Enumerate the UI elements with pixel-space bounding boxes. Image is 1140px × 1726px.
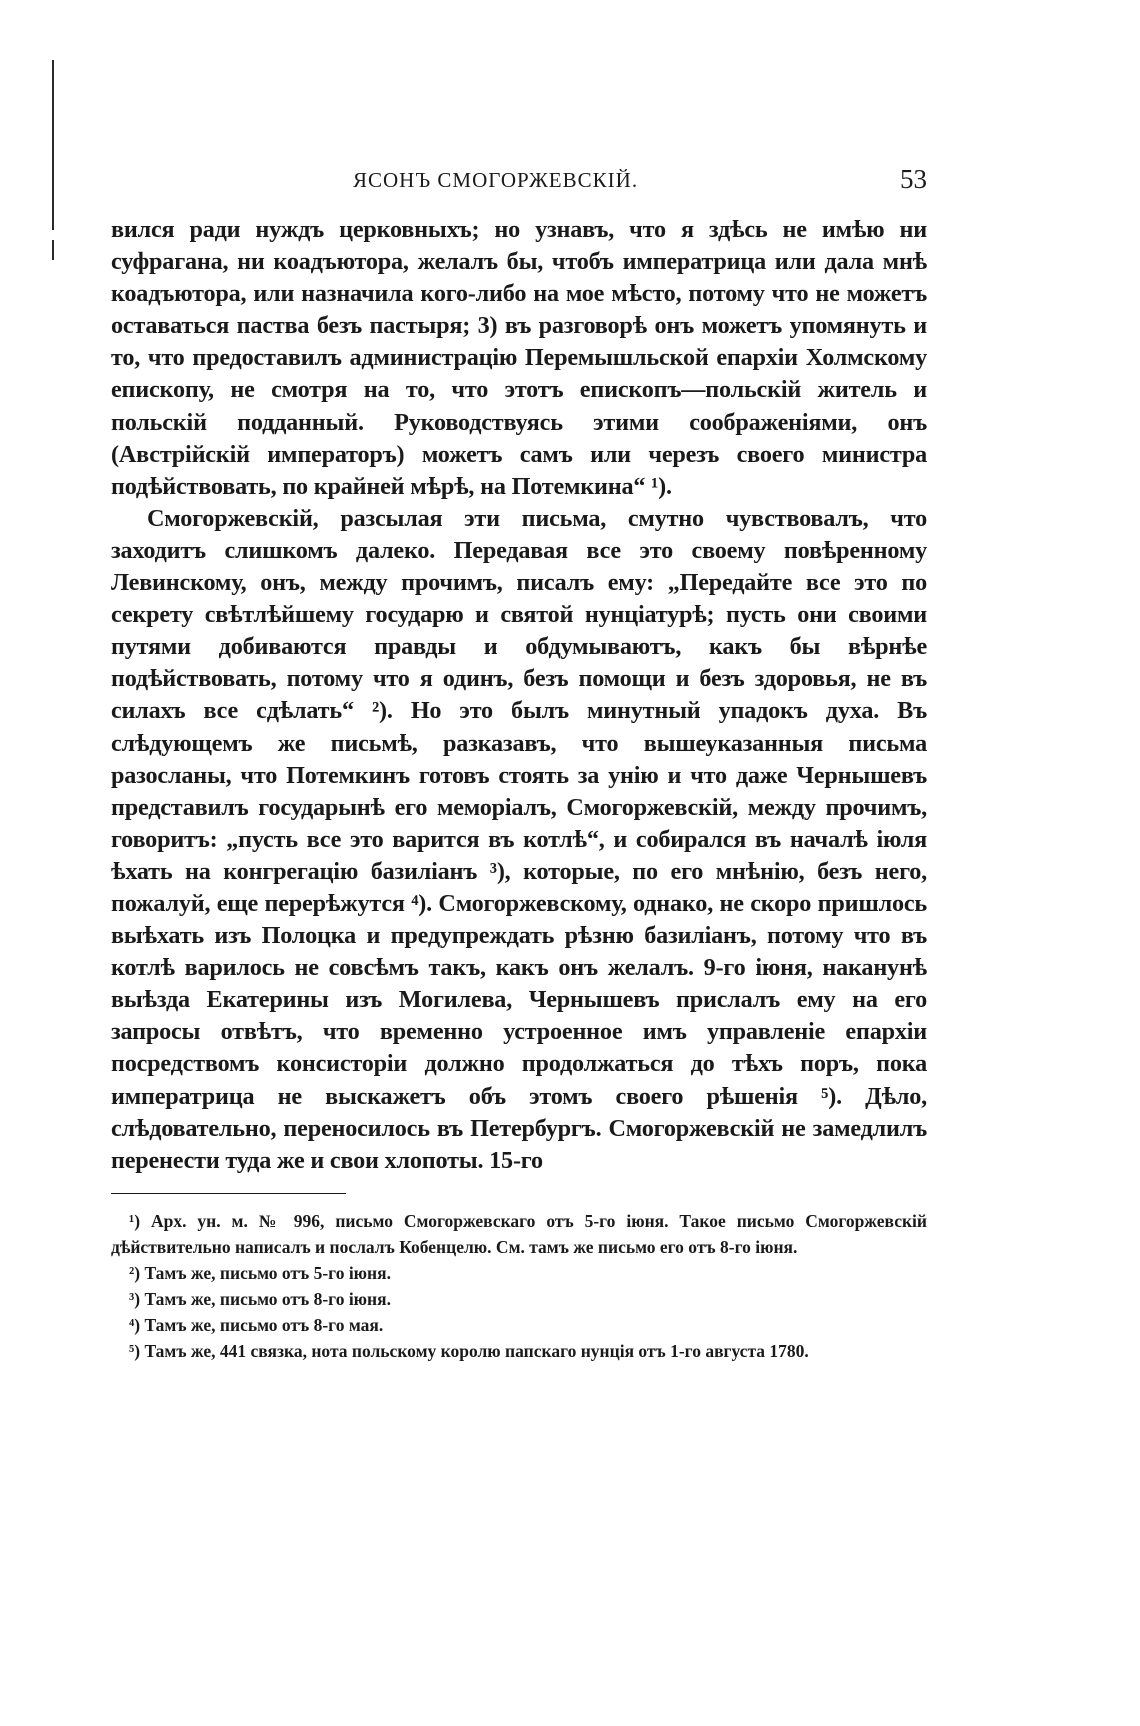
- footnote-5: ⁵) Тамъ же, 441 связка, нота польскому королю папскаго нунція отъ 1-го августа 1780.: [129, 1341, 809, 1362]
- book-page: [111, 164, 927, 1364]
- page-header: [111, 164, 927, 204]
- body-text: [111, 214, 927, 1177]
- paragraph: Смогоржевскій, разсылая эти письма, смутно чувствовалъ, что заходитъ слишкомъ далеко. Передавая все это своему повѣренному Левинскому, онъ, между прочимъ, писалъ ему: „Передайте все это по секрету свѣтлѣйшему государю и святой нунціатурѣ; пусть они своими путями добиваются правды и обдумываютъ, какъ бы вѣрнѣе подѣйствовать, потому что я одинъ, безъ помощи и безъ здоровья, не въ силахъ все сдѣлать“ ²). Но это былъ минутный упадокъ духа. Въ слѣдующемъ же письмѣ, разказавъ, что вышеуказанныя письма разосланы, что Потемкинъ готовъ стоять за унію и что даже Чернышевъ представилъ государынѣ его меморіалъ, Смогоржевскій, между прочимъ, говоритъ: „пусть все это варится въ котлѣ“, и собирался въ началѣ іюля ѣхать на конгрегацію базиліанъ ³), которые, по его мнѣнію, безъ него, пожалуй, еще перерѣжутся ⁴). Смогоржевскому, однако, не скоро пришлось выѣхать изъ Полоцка и предупреждать рѣзню базиліанъ, потому что въ котлѣ варилось не совсѣмъ такъ, какъ онъ желалъ. 9-го іюня, наканунѣ выѣзда Екатерины изъ Могилева, Чернышевъ прислалъ ему на его запросы отвѣтъ, что временно устроенное имъ управленіе епархіи посредствомъ консисторіи должно продолжаться до тѣхъ поръ, пока императрица не выскажетъ объ этомъ своего рѣшенія ⁵). Дѣло, слѣдовательно, переносилось въ Петербургъ. Смогоржевскій не замедлилъ перенести туда же и свои хлопоты. 15-го: [111, 504, 927, 1174]
- footnote-3: ³) Тамъ же, письмо отъ 8-го іюня.: [129, 1289, 391, 1310]
- page-number: 53: [900, 164, 927, 194]
- footnote-1: ¹) Арх. ун. м. № 996, письмо Смогоржевскаго отъ 5-го іюня. Такое письмо Смогоржевскій дѣйствительно написалъ и послалъ Кобенцелю. См. тамъ же письмо его отъ 8-го іюня.: [111, 1211, 927, 1258]
- running-title: ЯСОНЪ СМОГОРЖЕВСКІЙ.: [353, 168, 639, 192]
- footnotes: [111, 1208, 927, 1364]
- scan-edge-line: [52, 60, 54, 230]
- footnote-2: ²) Тамъ же, письмо отъ 5-го іюня.: [129, 1263, 391, 1284]
- scan-edge-line-lower: [52, 240, 54, 260]
- footnote-4: ⁴) Тамъ же, письмо отъ 8-го мая.: [129, 1315, 384, 1336]
- paragraph-continued: вился ради нуждъ церковныхъ; но узнавъ, что я здѣсь не имѣю ни суфрагана, ни коадъютора, желалъ бы, чтобъ императрица или дала мнѣ коадъютора, или назначила кого-либо на мое мѣсто, потому что не можетъ оставаться паства безъ пастыря; 3) въ разговорѣ онъ можетъ упомянуть и то, что предоставилъ администрацію Перемышльской епархіи Холмскому епископу, не смотря на то, что этотъ епископъ—польскій житель и польскій подданный. Руководствуясь этими соображеніями, онъ (Австрійскій императоръ) можетъ самъ или черезъ своего министра подѣйствовать, по крайней мѣрѣ, на Потемкина“ ¹).: [111, 216, 927, 500]
- footnote-separator: [111, 1193, 346, 1195]
